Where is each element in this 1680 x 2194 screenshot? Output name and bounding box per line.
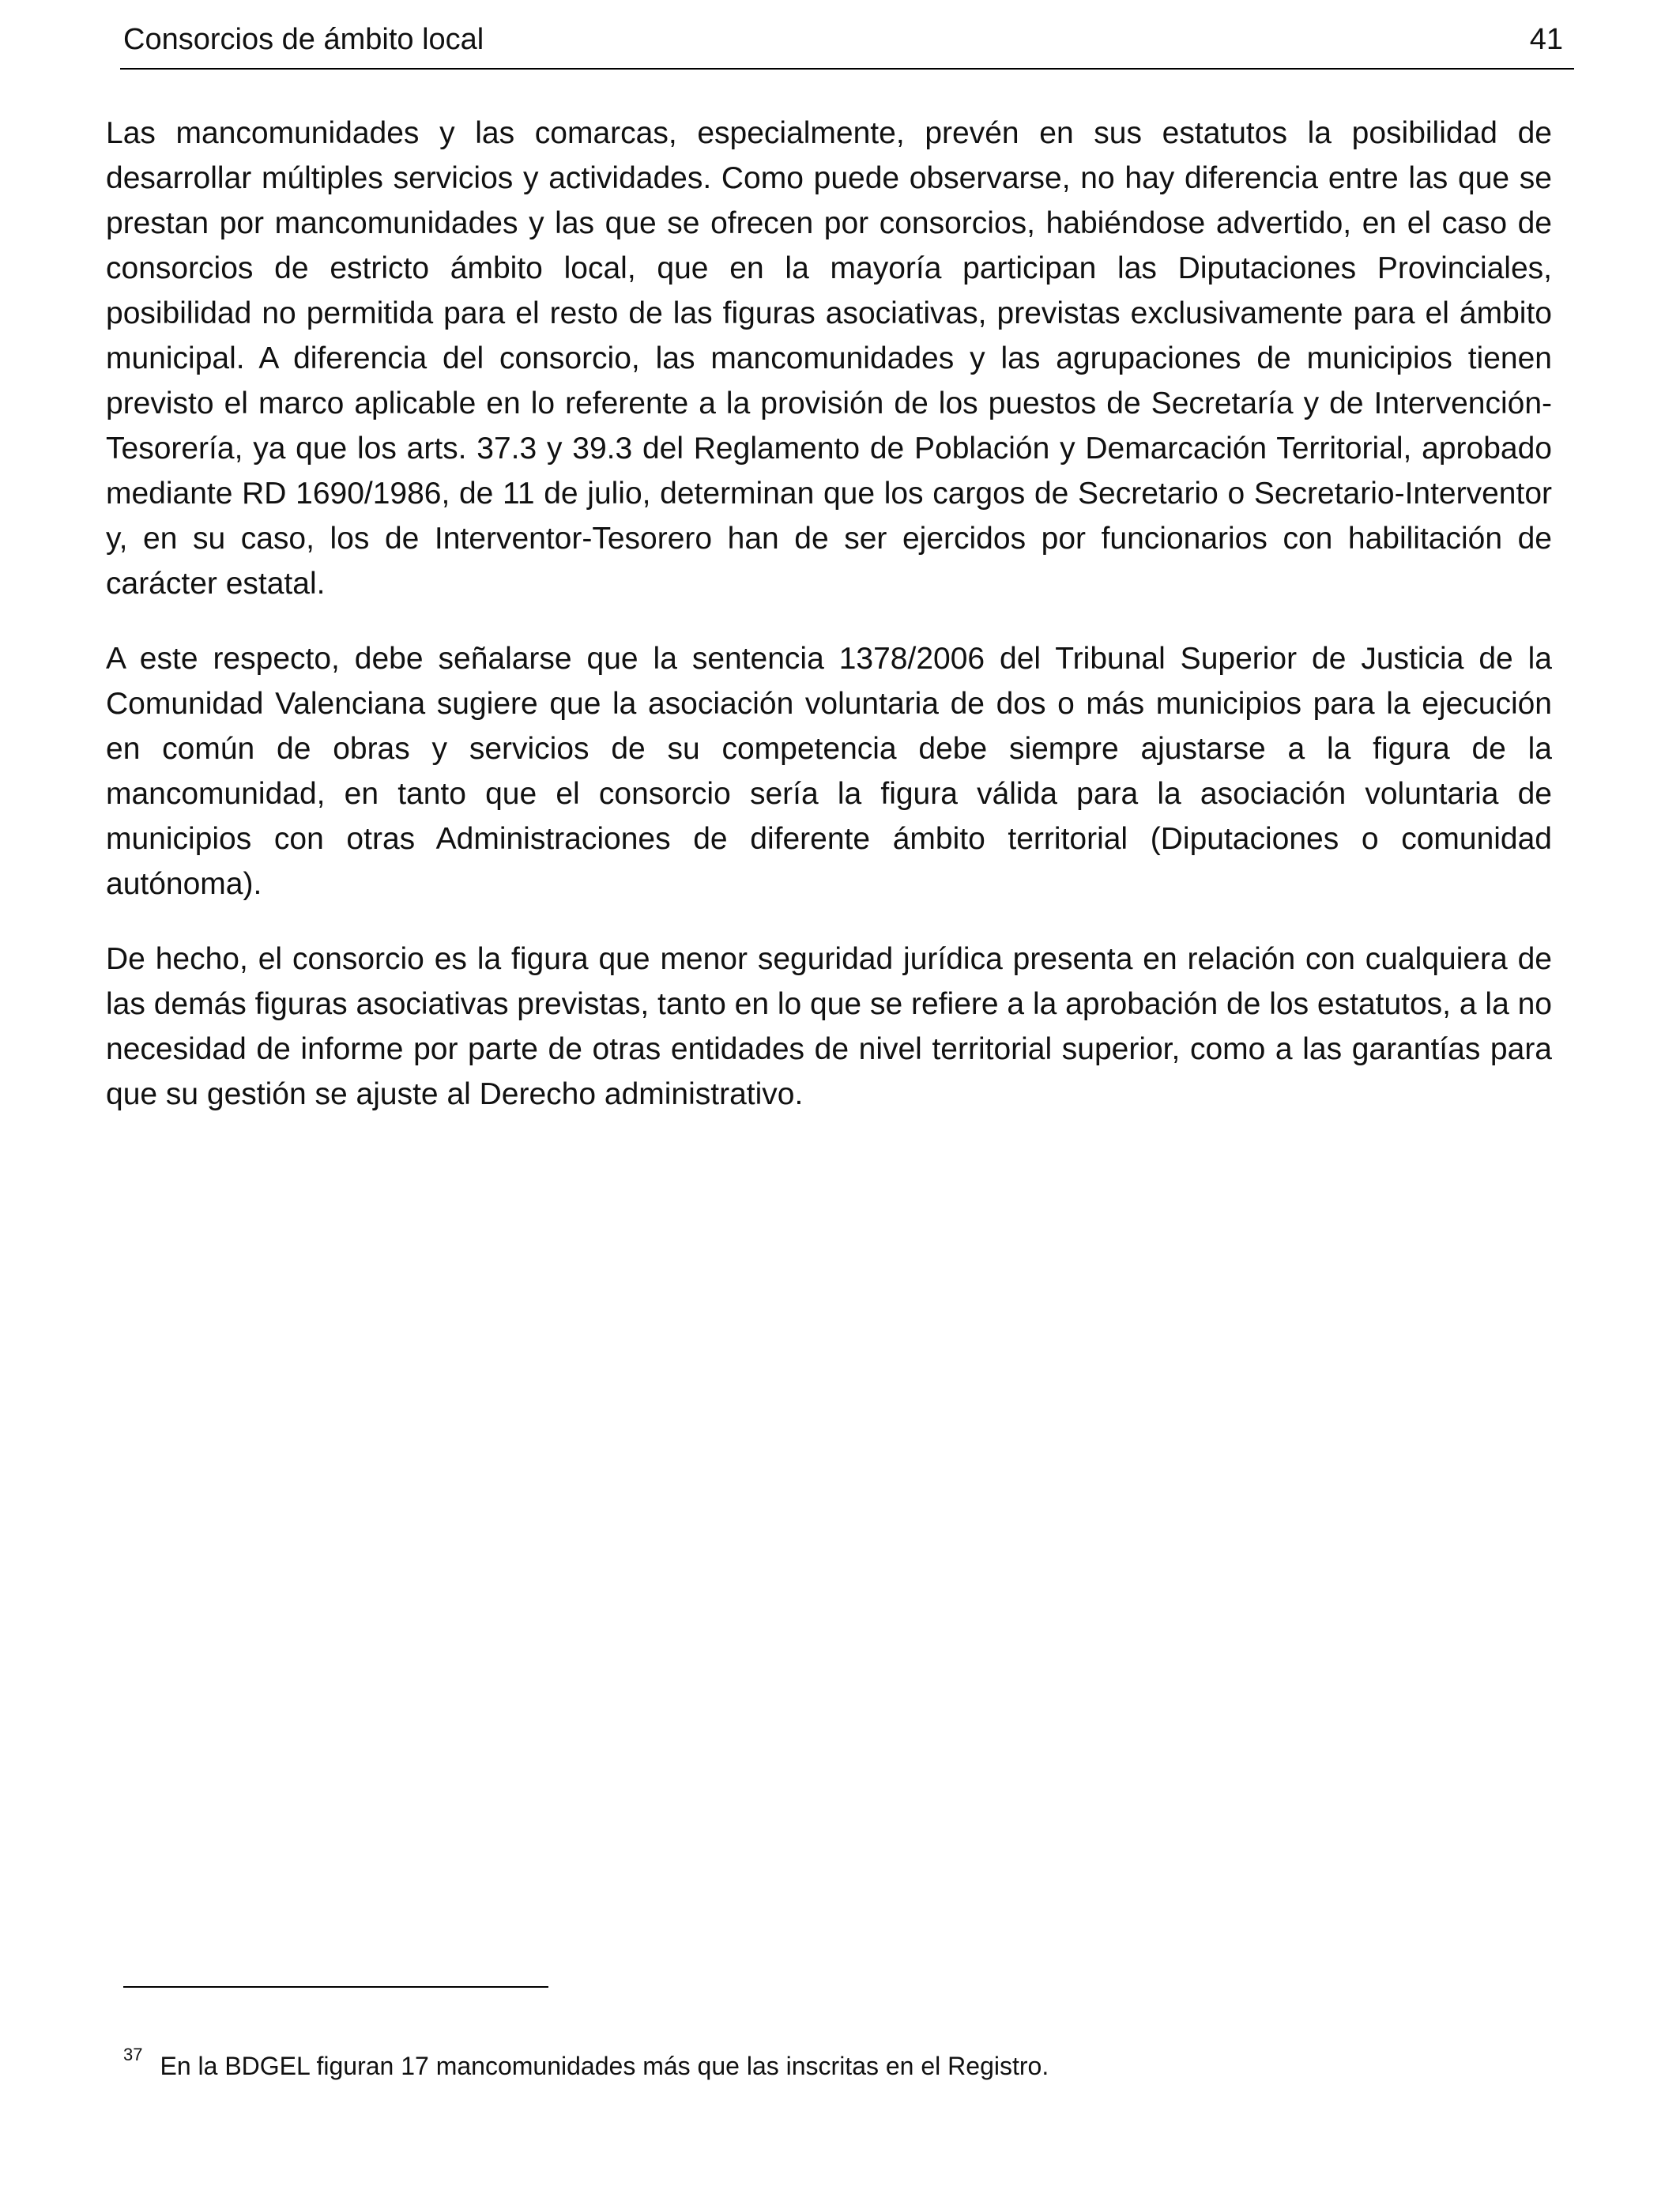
paragraph: Las mancomunidades y las comarcas, especialmente, prevén en sus estatutos la posibilidad de desarrollar múltiples servicios y actividades. Como puede observarse, no hay diferencia entre las que se prestan por mancomunidades y las que se ofrecen por consorcios, habiéndose advertido, en el caso de consorcios de estricto ámbito local, que en la mayoría participan las Diputaciones Provinciales, posibilidad no permitida para el resto de las figuras asociativas, previstas exclusivamente para el ámbito municipal. A diferencia del consorcio, las mancomunidades y las agrupaciones de municipios tienen previsto el marco aplicable en lo referente a la provisión de los puestos de Secretaría y de Intervención-Tesorería, ya que los arts. 37.3 y 39.3 del Reglamento de Población y Demarcación Territorial, aprobado mediante RD 1690/1986, de 11 de julio, determinan que los cargos de Secretario o Secretario-Interventor y, en su caso, los de Interventor-Tesorero han de ser ejercidos por funcionarios con habilitación de carácter estatal. <box>106 116 1552 601</box>
footnote-separator <box>123 1986 548 1988</box>
header-title: Consorcios de ámbito local <box>123 23 484 56</box>
footnote-text: En la BDGEL figuran 17 mancomunidades más que las inscritas en el Registro. <box>160 2052 1049 2080</box>
page-number: 41 <box>1529 23 1563 56</box>
running-header <box>123 21 1573 68</box>
paragraph: A este respecto, debe señalarse que la sentencia 1378/2006 del Tribunal Superior de Justicia de la Comunidad Valenciana sugiere que la asociación voluntaria de dos o más municipios para la ejecución en común de obras y servicios de su competencia debe siempre ajustarse a la figura de la mancomunidad, en tanto que el consorcio sería la figura válida para la asociación voluntaria de municipios con otras Administraciones de diferente ámbito territorial (Diputaciones o comunidad autónoma). <box>106 642 1552 901</box>
footnote <box>123 2038 1546 2083</box>
paragraph: De hecho, el consorcio es la figura que menor seguridad jurídica presenta en relación con cualquiera de las demás figuras asociativas previstas, tanto en lo que se refiere a la aprobación de los estatutos, a la no necesidad de informe por parte de otras entidades de nivel territorial superior, como a las garantías para que su gestión se ajuste al Derecho administrativo. <box>106 942 1552 1111</box>
footnote-number: 37 <box>123 2045 143 2064</box>
body-text <box>106 111 1552 1147</box>
header-rule <box>120 68 1574 70</box>
